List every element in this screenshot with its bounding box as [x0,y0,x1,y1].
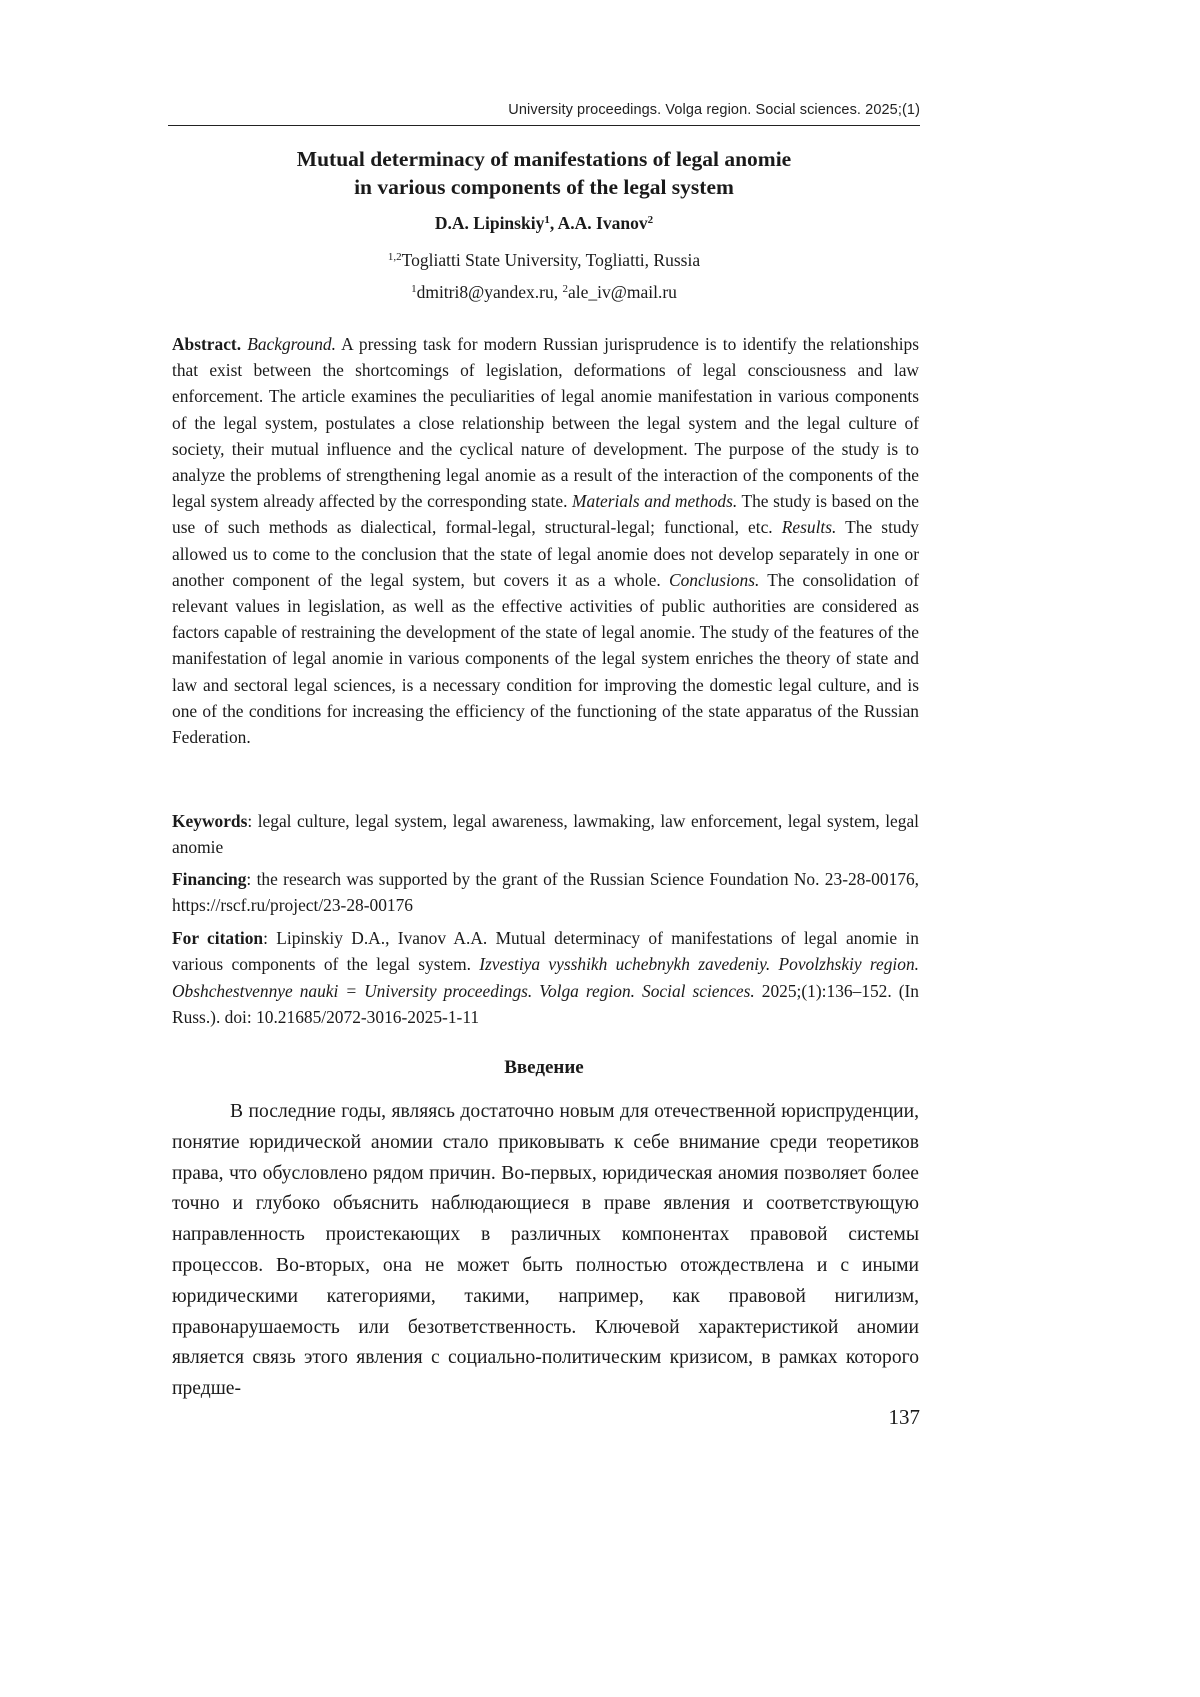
email-mark: 1 [411,283,417,295]
financing [172,866,919,918]
abstract-label: Abstract. [172,334,242,354]
citation-label: For citation [172,928,264,948]
running-header [168,101,920,126]
abstract-background-label: Background. [247,334,336,354]
author-affiliation-mark: 2 [647,214,654,226]
article-title-line-1: Mutual determinacy of manifestations of legal anomie [296,147,792,171]
abstract-results-label: Results. [781,517,837,538]
abstract-methods-label: Materials and methods. [572,491,738,512]
author-separator: , [549,213,558,233]
section-heading: Введение [504,1057,584,1078]
abstract-background-text: A pressing task for modern Russian jurisprudence is to identify the relationships that exist between the shortcomings of legislation, deformations of legal consciousness and law enforcement. The article examines the peculiarities of legal anomie manifestation in various components of the legal system, postulates a close relationship between the legal system and the legal culture of society, their mutual influence and the cyclical nature of development. The purpose of the study is to analyze the problems of strengthening legal anomie as a result of the interaction of the components of the legal system already affected by the corresponding state. [172,334,919,512]
email-link[interactable]: dmitri8@yandex.ru, [416,282,563,302]
page-number: 137 [888,1405,920,1429]
financing-label: Financing [172,869,247,889]
abstract-paragraph [172,331,919,750]
keywords-paragraph [172,808,919,860]
email-mark: 2 [562,283,568,295]
abstract-conclusions-text: The consolidation of relevant values in legislation, as well as the effective activities of public authorities are considered as factors capable of restraining the development of the state of legal anomie. The study of the features of the manifestation of legal anomie in various components of the legal system enriches the theory of state and law and sectoral legal sciences, is a necessary condition for improving the domestic legal culture, and is one of the conditions for increasing the efficiency of the functioning of the state apparatus of the Russian Federation. [172,569,919,748]
citation-details: 2025;(1):136–152. (In Russ.). doi: 10.21685/2072-3016-2025-1-11 [172,980,919,1027]
financing-text: : the research was supported by the grant of the Russian Science Foundation No. 23-28-00176, https://rscf.ru/project/23-28-00176 [172,869,919,915]
author-affiliation-mark: 1 [544,214,550,226]
article-title-line-2: in various components of the legal system [354,175,734,199]
author-emails [168,280,920,304]
citation-text: : Lipinskiy D.A., Ivanov A.A. Mutual determinacy of manifestations of legal anomie in various components of the legal system. [172,928,919,975]
affiliation-mark: 1,2 [387,251,402,263]
abstract-conclusions-label: Conclusions. [668,569,760,590]
keywords [172,808,919,860]
affiliation [168,248,920,272]
author-name: D.A. Lipinskiy [434,213,545,233]
intro-paragraph: В последние годы, являясь достаточно новым для отечественной юриспруденции, понятие юридической аномии стало приковывать к себе внимание среди теоретиков права, что обусловлено рядом причин. Во-первых, юридическая аномия позволяет более точно и глубоко объяснить наблюдающиеся в праве явления и соответствующую направленность проистекающих в различных компонентах правовой системы процессов. Во-вторых, она не может быть полностью отождествлена и с иными юридическими категориями, такими, например, как правовой нигилизм, правонарушаемость или безответственность. Ключевой характеристикой аномии является связь этого явления с социально-политическим кризисом, в рамках которого предше- [172,1101,919,1400]
keywords-label: Keywords [172,811,248,831]
abstract-results-text: The study allowed us to come to the conclusion that the state of legal anomie does not develop separately in one or another component of the legal system, but covers it as a whole. [172,517,919,590]
article-title [168,145,920,201]
citation-journal: Izvestiya vysshikh uchebnykh zavedeniy. Povolzhskiy region. Obshchestvennye nauki = University proceedings. Volga region. Social sciences. [172,954,919,1001]
running-title: University proceedings. Volga region. Social sciences. 2025;(1) [508,102,920,118]
intro-body [172,1097,919,1405]
keywords-text: : legal culture, legal system, legal awareness, lawmaking, law enforcement, legal system, legal anomie [172,811,919,857]
citation [172,925,919,1030]
abstract-methods-text: The study is based on the use of such methods as dialectical, formal-legal, structural-legal; functional, etc. [172,491,919,538]
financing-paragraph [172,866,919,918]
author-name: A.A. Ivanov [557,213,648,233]
abstract [172,331,919,750]
citation-paragraph [172,925,919,1030]
author-list [168,211,920,235]
email-link[interactable]: ale_iv@mail.ru [567,282,677,302]
affiliation-text: Togliatti State University, Togliatti, Russia [401,250,701,270]
